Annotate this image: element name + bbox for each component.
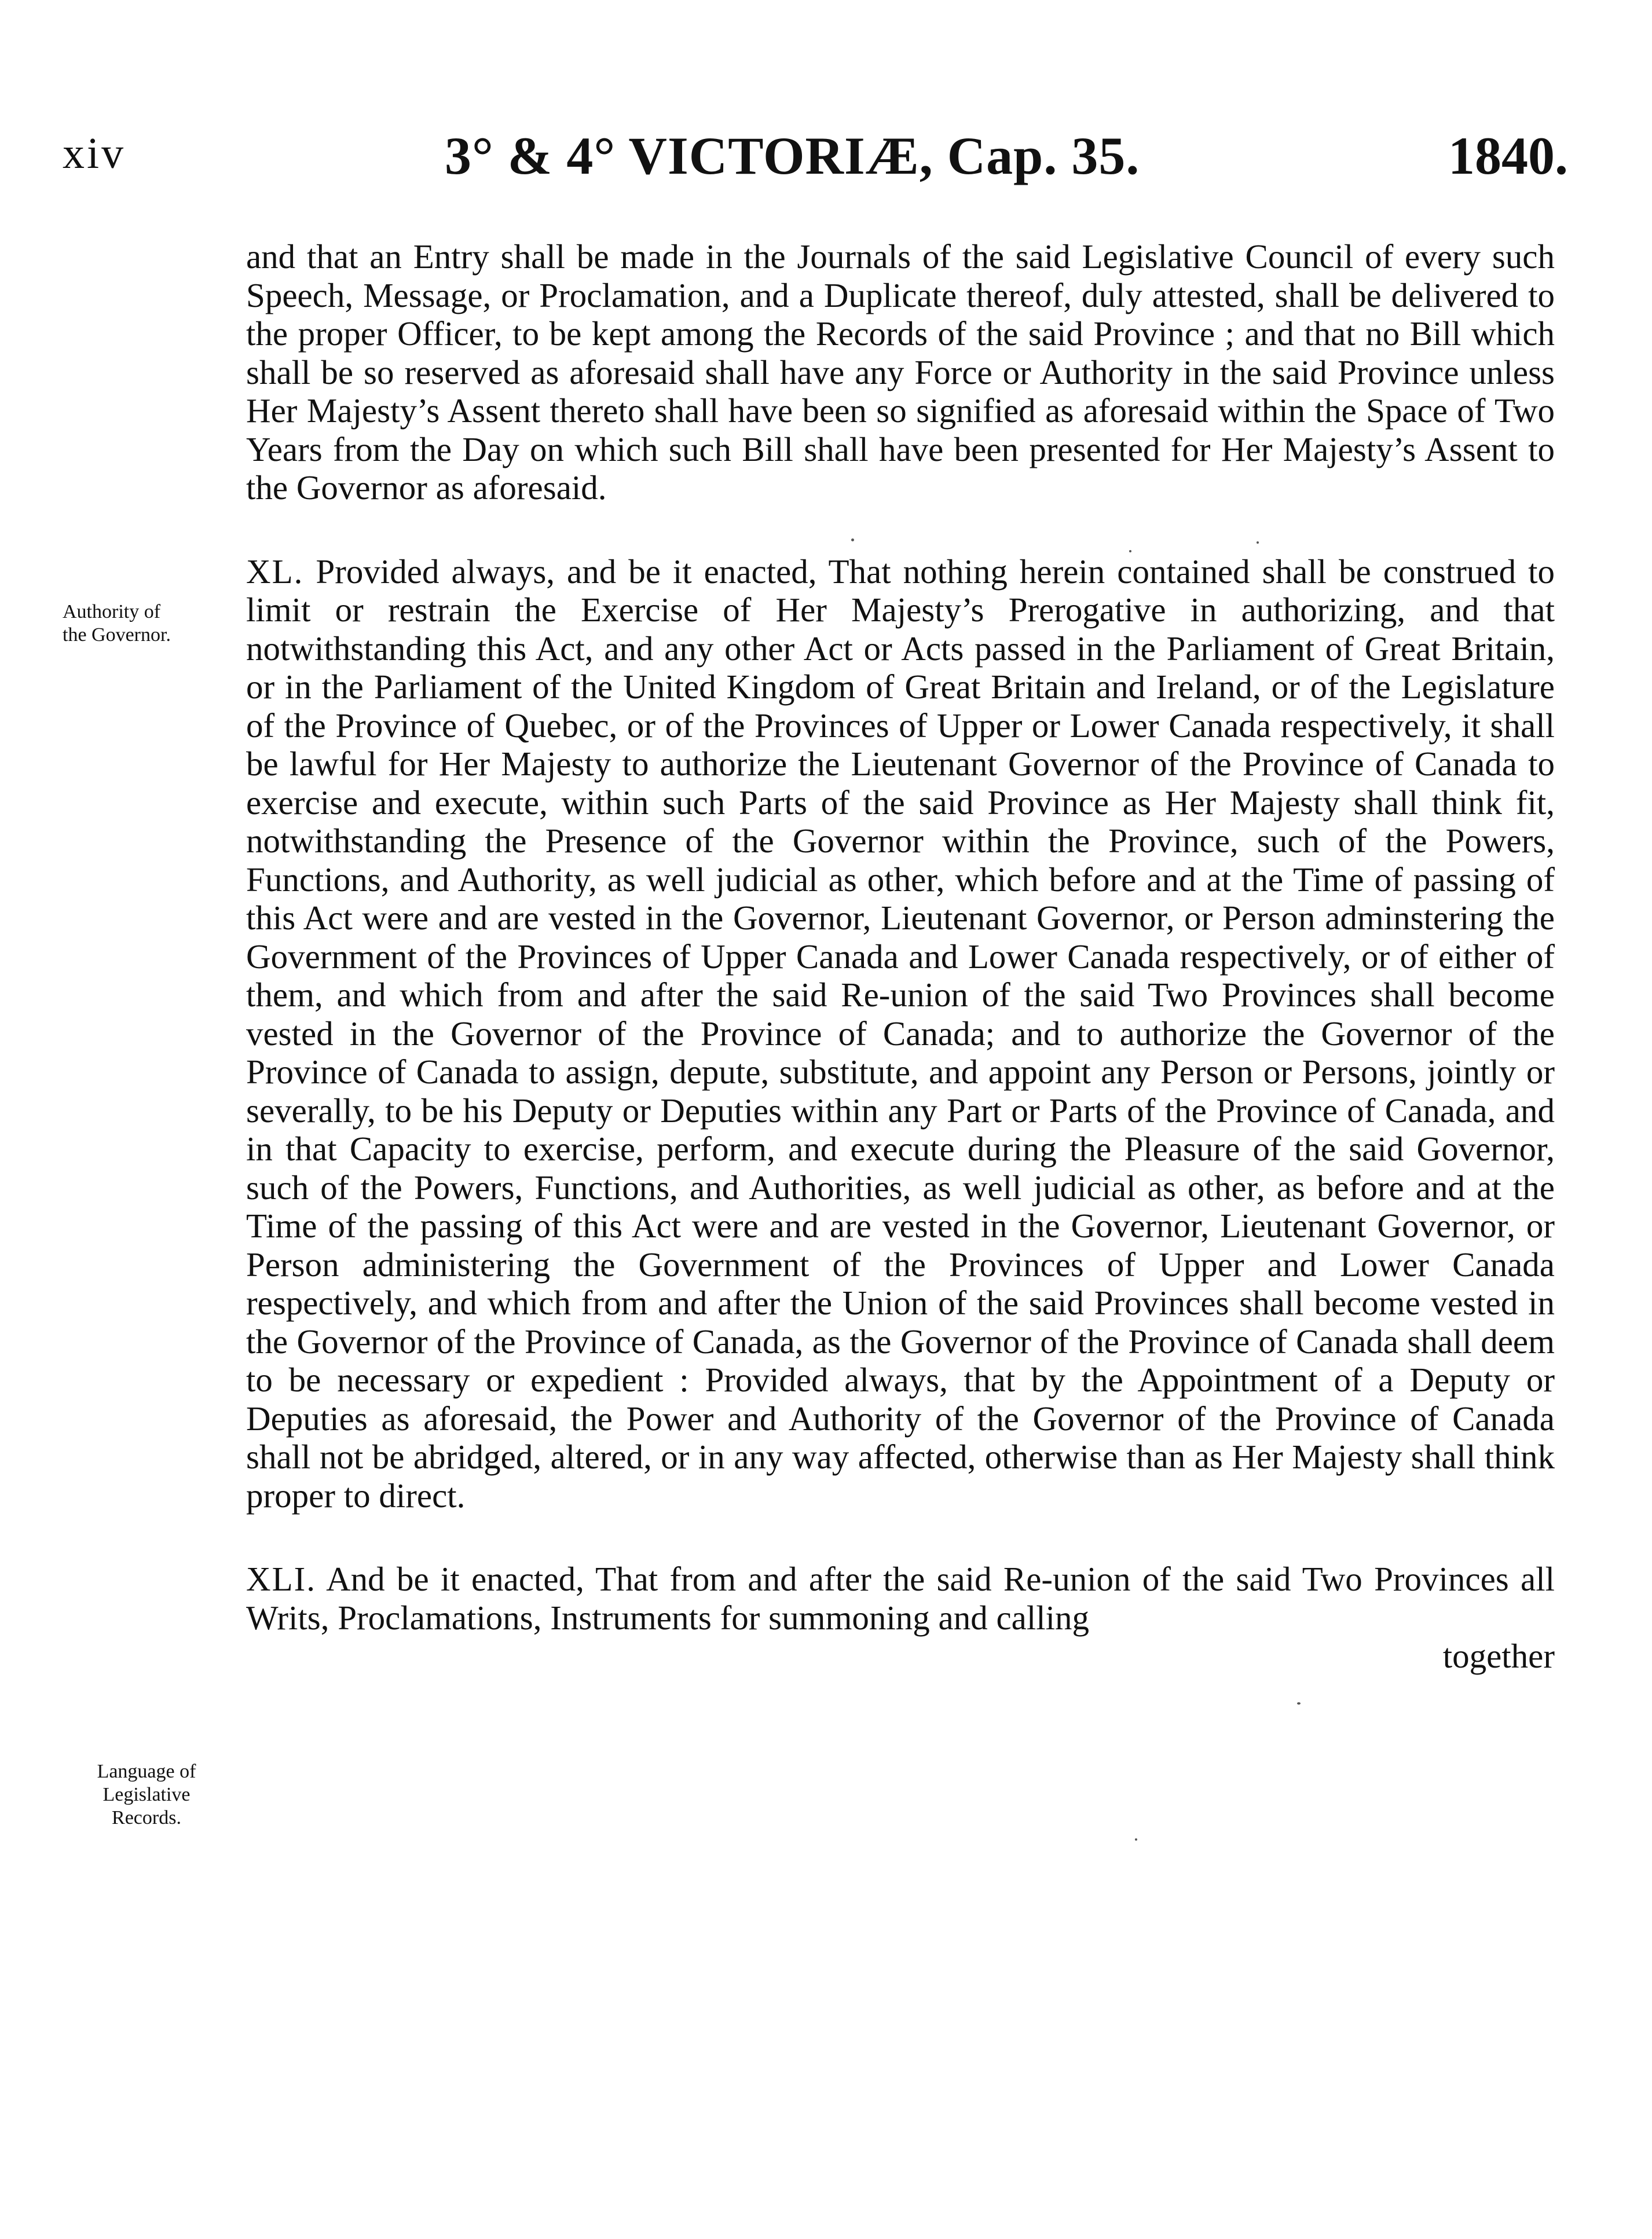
margin-note-line: the Governor. <box>63 624 171 646</box>
section-xli-paragraph <box>246 1560 1555 1637</box>
catchword: together <box>1442 1637 1555 1675</box>
page-body <box>246 237 1555 1676</box>
scan-speck <box>1135 1838 1137 1841</box>
continuation-paragraph: and that an Entry shall be made in the Journals of the said Legislative Council of every such Speech, Message, or Proclamation, and a Duplicate thereof, duly attested, shall be delivered to the proper Officer, to be kept among the Records of the said Province ; and that no Bill which shall be so reserved as aforesaid shall have any Force or Authority in the said Province unless Her Majesty’s Assent thereto shall have been so signified as aforesaid within the Space of Two Years from the Day on which such Bill shall have been presented for Her Majesty’s Assent to the Governor as aforesaid. <box>246 237 1555 507</box>
page-folio: xiv <box>63 129 126 178</box>
scan-speck <box>1257 541 1259 544</box>
scan-speck <box>1297 1702 1301 1705</box>
margin-note-language <box>68 1760 225 1830</box>
section-number: XL. <box>246 552 304 591</box>
scan-speck <box>1129 550 1131 552</box>
margin-note-line: Records. <box>112 1807 181 1828</box>
section-text: And be it enacted, That from and after the said Re-union of the said Two Provinces all Writs, Proclamations, Instruments for summoning and calling <box>246 1560 1555 1637</box>
margin-note-line: Legislative <box>102 1784 191 1805</box>
running-title: 3° & 4° VICTORIÆ, Cap. 35. <box>445 126 1140 185</box>
margin-note-line: Authority of <box>63 601 161 622</box>
margin-note-line: Language of <box>97 1761 196 1782</box>
running-header <box>63 126 1568 204</box>
section-text: Provided always, and be it enacted, That nothing herein contained shall be construed to limit or restrain the Exercise of Her Majesty’s Prerogative in authorizing, and that notwithstanding this Act, and any other Act or Acts passed in the Parliament of Great Britain, or in the Parliament of the United Kingdom of Great Britain and Ireland, or of the Legislature of the Province of Quebec, or of the Provinces of Upper or Lower Canada respectively, it shall be lawful for Her Majesty to authorize the Lieutenant Governor of the Province of Canada to exercise and execute, within such Parts of the said Province as Her Majesty shall think fit, notwithstanding the Presence of the Governor within the Province, such of the Powers, Functions, and Authority, as well judicial as other, which before and at the Time of passing of this Act were and are vested in the Governor, Lieutenant Governor, or Person adminstering the Government of the Provinces of Upper Canada and Lower Canada respectively, or of either of them, and which from and after the said Re-union of the said Two Provinces shall become vested in the Governor of the Province of Canada; and to authorize the Governor of the Province of Canada to assign, depute, substitute, and appoint any Person or Persons, jointly or severally, to be his Deputy or Deputies within any Part or Parts of the Province of Canada, and in that Capacity to exercise, perform, and execute during the Pleasure of the said Governor, such of the Powers, Functions, and Authorities, as well judicial as other, as before and at the Time of the passing of this Act were and are vested in the Governor, Lieutenant Governor, or Person administering the Government of the Provinces of Upper and Lower Canada respectively, and which from and after the Union of the said Provinces shall become vested in the Governor of the Province of Canada, as the Governor of the Province of Canada shall deem to be necessary or expedient : Provided always, that by the Appointment of a Deputy or Deputies as aforesaid, the Power and Authority of the Governor of the Province of Canada shall not be abridged, altered, or in any way affected, otherwise than as Her Majesty shall think proper to direct. <box>246 552 1555 1515</box>
section-xl-paragraph <box>246 552 1555 1515</box>
margin-note-authority <box>63 600 230 647</box>
scan-speck <box>851 538 854 541</box>
page-year: 1840. <box>1448 126 1568 185</box>
section-number: XLI. <box>246 1560 317 1598</box>
